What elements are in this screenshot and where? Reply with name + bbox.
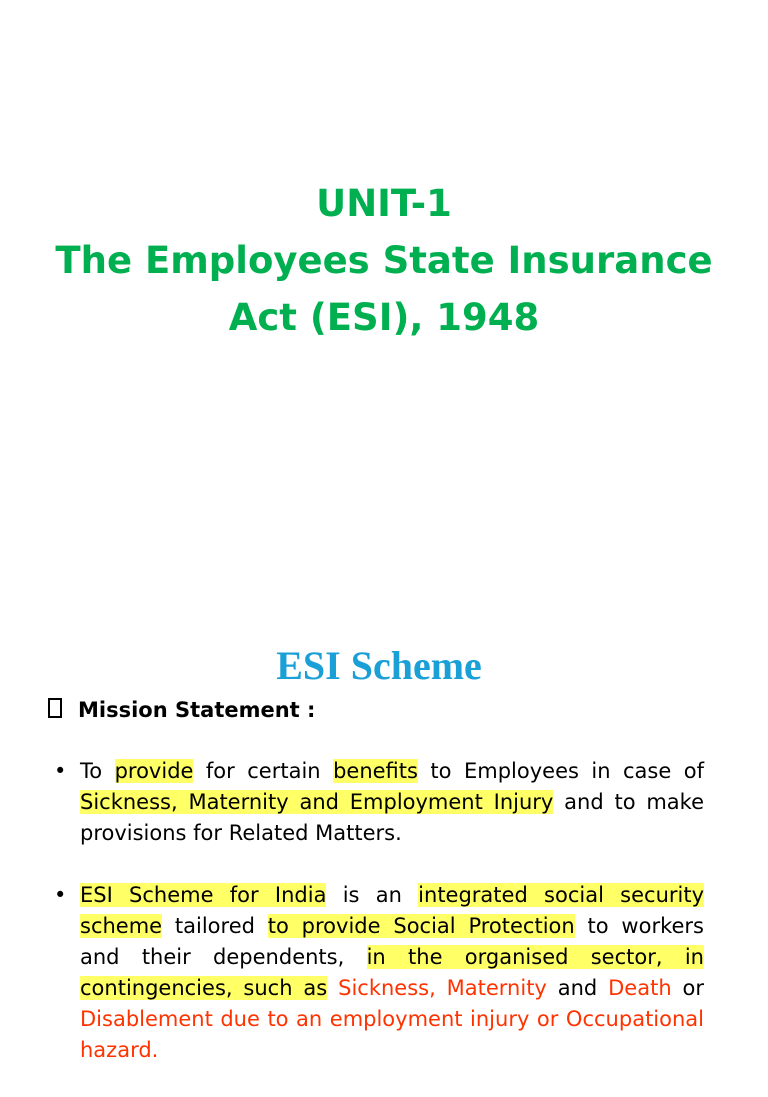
text-run: and to make provisions for Related Matters. — [80, 790, 704, 845]
text-run: and — [557, 976, 609, 1000]
highlighted-text: benefits — [333, 759, 418, 783]
text-run: for certain — [193, 759, 334, 783]
highlighted-text: to provide Social Protection — [267, 914, 575, 938]
mission-statement — [48, 698, 315, 722]
title-line-unit: UNIT-1 — [316, 182, 452, 225]
red-text: Disablement due to an employment injury or Occupational hazard. — [80, 1007, 704, 1062]
text-run: tailored — [162, 914, 268, 938]
highlighted-text: in the organised sector, in contingencies, such as — [80, 945, 704, 1000]
text-run: To — [80, 759, 115, 783]
highlighted-text: integrated social security scheme — [80, 883, 705, 938]
mission-statement-label: Mission Statement : — [78, 698, 316, 722]
bullet-item-provide-benefits — [80, 756, 704, 849]
highlighted-text: ESI Scheme for India — [80, 883, 327, 907]
esi-scheme-heading: ESI Scheme — [276, 643, 482, 688]
title-line-act-year: Act (ESI), 1948 — [228, 296, 540, 339]
highlighted-text: Sickness, Maternity and Employment Injury — [80, 790, 554, 814]
text-run: or — [671, 976, 704, 1000]
text-run: is an — [326, 883, 419, 907]
bullet-item-integrated-scheme — [80, 880, 704, 1066]
slide-esi-scheme — [0, 620, 768, 1062]
red-text: Sickness, Maternity — [327, 976, 558, 1000]
unit-title — [0, 175, 768, 346]
title-line-act-name: The Employees State Insurance — [55, 239, 713, 282]
text-run: to workers and their dependents, — [80, 914, 704, 969]
red-text: Death — [608, 976, 672, 1000]
text-run: to Employees in case of — [417, 759, 704, 783]
highlighted-text: provide — [114, 759, 194, 783]
square-bullet-icon — [48, 698, 62, 718]
bullet-list — [80, 756, 704, 1097]
